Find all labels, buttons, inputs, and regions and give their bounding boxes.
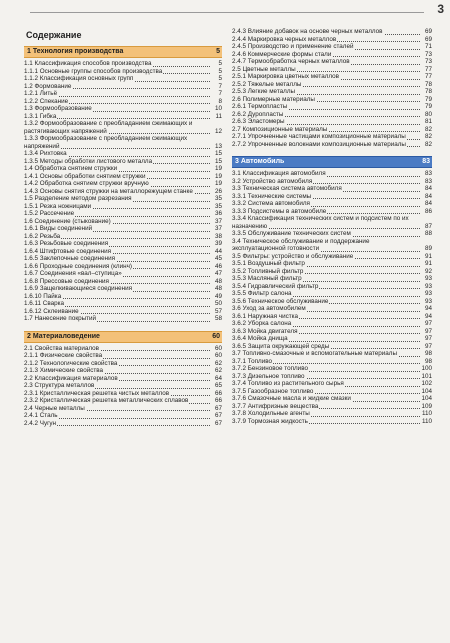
toc-entry-title: 1.6.1 Виды соединений <box>24 225 93 232</box>
toc-entry-page: 69 <box>420 36 432 44</box>
toc-entry[interactable] <box>24 135 222 150</box>
toc-entry-title: 1.6 Соединение (стыкование) <box>24 217 111 225</box>
toc-entry[interactable] <box>24 210 222 218</box>
toc-entry-page: 38 <box>210 233 222 241</box>
toc-entry-page: 19 <box>210 180 222 188</box>
toc-entry-page: 84 <box>420 185 432 193</box>
toc-entry-title: 2.7.1 Упрочненные частицами композиционные материалы <box>232 133 406 140</box>
toc-entry[interactable] <box>232 365 432 373</box>
toc-entry-page: 78 <box>420 88 432 96</box>
toc-entry-title: 2.6.2 Дуропласты <box>232 110 284 118</box>
toc-entry-title: 1.6.8 Прессовые соединения <box>24 277 109 285</box>
toc-entry[interactable] <box>232 358 432 366</box>
chapter-heading[interactable] <box>232 156 432 168</box>
toc-entry-page: 97 <box>420 335 432 343</box>
toc-entry-page: 84 <box>420 193 432 201</box>
toc-entry-title: 2.1.3 Химические свойства <box>24 367 104 374</box>
toc-entry-title: 3.3 Техническая система автомобиля <box>232 185 342 192</box>
toc-entry-title: 3.5.2 Топливный фильтр <box>232 267 304 275</box>
toc-entry-page: 79 <box>420 96 432 104</box>
toc-entry[interactable] <box>232 335 432 343</box>
toc-entry[interactable] <box>232 103 432 111</box>
toc-entry-page: 88 <box>420 230 432 238</box>
toc-entry-title: 2.5.3 Легкие металлы <box>232 88 296 95</box>
toc-entry-page: 93 <box>420 298 432 306</box>
toc-entry-page: 110 <box>421 410 432 417</box>
toc-entry-title: 3.5 Фильтры: устройство и обслуживание <box>232 252 354 260</box>
toc-entry-title: 3.7.6 Смазочные масла и жидкие смазки <box>232 395 351 402</box>
toc-entry[interactable] <box>232 320 432 328</box>
toc-entry[interactable] <box>24 240 222 248</box>
toc-entry-page: 60 <box>210 345 222 353</box>
toc-entry[interactable] <box>232 260 432 268</box>
toc-entry-title: 1.3.1 Гибка <box>24 112 57 120</box>
toc-entry-page: 46 <box>210 263 222 271</box>
toc-entry-page: 98 <box>420 358 432 366</box>
toc-entry-page: 35 <box>210 195 222 203</box>
toc-entry-title: 1.6.7 Соединения «вал–ступица» <box>24 270 122 277</box>
toc-entry[interactable] <box>232 298 432 306</box>
toc-entry[interactable] <box>232 275 432 283</box>
toc-title: Содержание <box>26 30 82 40</box>
toc-entry-page: 79 <box>420 103 432 111</box>
toc-entry-title: 3.5.3 Масляный фильтр <box>232 275 302 282</box>
toc-entry-page: 5 <box>210 75 222 83</box>
toc-entry-title: 3.4 Техническое обслуживание и поддержание эксплуатационной готовности <box>232 237 370 252</box>
toc-entry-page: 35 <box>210 203 222 211</box>
toc-entry[interactable] <box>24 270 222 278</box>
toc-entry-page: 91 <box>420 253 432 261</box>
toc-entry[interactable] <box>24 308 222 316</box>
toc-entry-title: 3.5.6 Техническое обслуживание <box>232 297 329 305</box>
toc-entry[interactable] <box>24 412 222 420</box>
toc-entry[interactable] <box>232 290 432 298</box>
toc-entry[interactable] <box>24 98 222 106</box>
toc-entry-page: 73 <box>420 58 432 66</box>
toc-entry-title: 1.6.11 Сварка <box>24 300 65 307</box>
toc-entry[interactable] <box>232 418 432 426</box>
toc-entry-title: 1.6.10 Пайка <box>24 292 62 300</box>
toc-entry-title: 2.4.7 Термообработка черных металлов <box>232 58 350 65</box>
toc-entry[interactable] <box>24 195 222 203</box>
toc-entry[interactable] <box>24 60 222 68</box>
toc-entry[interactable] <box>24 405 222 413</box>
toc-entry[interactable] <box>24 300 222 308</box>
toc-entry-title: 2.6.3 Эластомеры <box>232 118 285 125</box>
toc-entry-page: 37 <box>210 218 222 226</box>
toc-entry-title: 1.5.2 Рассечение <box>24 210 75 217</box>
toc-entry-page: 82 <box>420 141 432 149</box>
toc-left-list <box>24 46 222 427</box>
toc-entry-page: 97 <box>420 320 432 328</box>
toc-entry[interactable] <box>24 345 222 353</box>
toc-entry-page: 82 <box>420 126 432 134</box>
toc-entry[interactable] <box>24 113 222 121</box>
toc-entry-page: 67 <box>210 412 222 420</box>
toc-entry-page: 11 <box>210 113 222 121</box>
toc-entry[interactable] <box>24 68 222 76</box>
toc-entry[interactable] <box>24 120 222 135</box>
toc-entry-page: 69 <box>420 28 432 36</box>
toc-entry-title: 1.3.3 Формообразование с преобладанием сжимающих напряжений <box>24 135 188 150</box>
toc-entry[interactable] <box>232 283 432 291</box>
toc-entry-title: 2.4.6 Коммерческие формы стали <box>232 50 332 58</box>
toc-entry[interactable] <box>232 215 432 230</box>
toc-entry-page: 66 <box>210 390 222 398</box>
toc-entry-title: 2.4.2 Чугун <box>24 419 57 427</box>
toc-entry-title: 3.7 Топливно-смазочные и вспомогательные материалы <box>232 350 398 357</box>
toc-entry[interactable] <box>24 165 222 173</box>
toc-entry-title: 3.7.1 Топливо <box>232 357 272 365</box>
chapter-page: 83 <box>422 158 430 165</box>
toc-entry[interactable] <box>24 248 222 256</box>
toc-entry[interactable] <box>232 118 432 126</box>
toc-entry-title: 1.4.1 Основы обработки снятием стружки <box>24 172 146 180</box>
toc-entry-page: 19 <box>210 165 222 173</box>
toc-entry[interactable] <box>232 36 432 44</box>
toc-entry-title: 2.1 Свойства материалов <box>24 344 100 352</box>
toc-entry[interactable] <box>24 352 222 360</box>
toc-entry-page: 7 <box>210 90 222 98</box>
toc-entry-title: 3.7.8 Холодильные агенты <box>232 410 310 417</box>
toc-entry-page: 7 <box>210 83 222 91</box>
toc-entry[interactable] <box>24 255 222 263</box>
toc-entry-page: 94 <box>420 305 432 313</box>
toc-entry-page: 82 <box>420 133 432 141</box>
toc-entry[interactable] <box>232 230 432 238</box>
toc-entry-title: 3.3.1 Технические системы <box>232 192 312 200</box>
toc-entry-title: 3.3.2 Система автомобиля <box>232 200 310 207</box>
toc-entry-page: 77 <box>420 73 432 81</box>
toc-entry-page: 49 <box>210 293 222 301</box>
toc-entry-title: 1.2 Формование <box>24 82 72 90</box>
toc-entry-title: 3.6.5 Защита окружающей среды <box>232 342 330 350</box>
toc-entry-title: 1.4.2 Обработка снятием стружки вручную <box>24 180 149 187</box>
toc-entry[interactable] <box>24 278 222 286</box>
toc-entry[interactable] <box>24 285 222 293</box>
toc-right-column <box>232 28 432 425</box>
toc-entry[interactable] <box>232 178 432 186</box>
toc-entry-title: 2.5 Цветные металлы <box>232 65 296 73</box>
toc-entry[interactable] <box>232 141 432 149</box>
toc-entry-title: 1.6.2 Резьба <box>24 232 61 240</box>
toc-entry-page: 101 <box>421 372 432 380</box>
toc-entry-page: 15 <box>210 150 222 158</box>
toc-entry-page: 89 <box>420 245 432 253</box>
toc-entry-page: 67 <box>210 405 222 413</box>
toc-entry[interactable] <box>24 263 222 271</box>
toc-entry-title: 3.7.2 Бензиновое топливо <box>232 365 308 372</box>
toc-entry[interactable] <box>232 81 432 89</box>
toc-entry-page: 50 <box>210 300 222 308</box>
toc-entry-page: 62 <box>210 360 222 368</box>
toc-entry-page: 58 <box>210 315 222 323</box>
toc-entry-page: 91 <box>420 260 432 268</box>
toc-entry[interactable] <box>24 367 222 375</box>
toc-entry-title: 3.6.2 Уборка салона <box>232 320 292 327</box>
toc-entry[interactable] <box>232 51 432 59</box>
toc-entry-title: 2.1.1 Физические свойства <box>24 352 103 359</box>
chapter-page: 5 <box>216 48 220 55</box>
toc-entry-page: 80 <box>420 111 432 119</box>
toc-entry-title: 3.3.4 Классификация технических систем и подсистем по их назначению <box>232 215 409 230</box>
toc-entry-page: 97 <box>420 328 432 336</box>
toc-entry-title: 2.2 Классификация материалов <box>24 374 118 382</box>
toc-entry-title: 2.4.3 Влияние добавок на основе черных металлов <box>232 28 383 35</box>
toc-entry[interactable] <box>24 382 222 390</box>
toc-entry[interactable] <box>232 200 432 208</box>
toc-entry-page: 78 <box>420 81 432 89</box>
toc-entry[interactable] <box>24 105 222 113</box>
toc-entry[interactable] <box>232 88 432 96</box>
toc-entry-title: 1.3.2 Формообразование с преобладанием сжимающих и растягивающих напряжений <box>24 120 193 135</box>
toc-entry-title: 1.7 Нанесение покрытий <box>24 315 97 322</box>
toc-entry[interactable] <box>232 193 432 201</box>
toc-entry-title: 1.6.9 Защелкивающиеся соединения <box>24 285 133 292</box>
toc-entry[interactable] <box>232 343 432 351</box>
toc-entry[interactable] <box>24 375 222 383</box>
toc-entry-page: 73 <box>420 51 432 59</box>
toc-entry-page: 102 <box>421 380 432 387</box>
toc-entry-title: 1.1.1 Основные группы способов производства <box>24 67 163 75</box>
toc-entry-page: 64 <box>210 375 222 383</box>
toc-entry-title: 3.7.7 Антифризные вещества <box>232 402 319 410</box>
chapter-heading[interactable] <box>24 46 222 58</box>
toc-entry-title: 1.4 Обработка снятием стружки <box>24 165 118 172</box>
toc-entry-page: 81 <box>420 118 432 126</box>
toc-entry[interactable] <box>24 158 222 166</box>
toc-entry[interactable] <box>232 238 432 253</box>
toc-entry-page: 60 <box>210 352 222 360</box>
toc-entry-page: 12 <box>210 128 222 136</box>
toc-entry-title: 1.3.4 Рихтовка <box>24 150 67 157</box>
toc-entry[interactable] <box>24 173 222 181</box>
toc-entry-page: 83 <box>420 170 432 178</box>
toc-entry-title: 3.6.1 Наружная чистка <box>232 312 299 320</box>
toc-entry[interactable] <box>232 66 432 74</box>
toc-entry[interactable] <box>24 203 222 211</box>
toc-entry-title: 2.3 Структура металлов <box>24 382 95 389</box>
toc-entry-page: 48 <box>210 278 222 286</box>
toc-entry-title: 2.4.4 Маркировка черных металлов <box>232 35 337 43</box>
toc-entry[interactable] <box>232 133 432 141</box>
toc-entry-title: 3.3.5 Обслуживание технических систем <box>232 230 351 237</box>
toc-entry-title: 3.7.3 Дизельное топливо <box>232 372 305 380</box>
toc-entry-title: 1.4.3 Основы снятия стружки на металлорежущем станке <box>24 187 193 195</box>
toc-entry[interactable] <box>232 313 432 321</box>
toc-entry[interactable] <box>232 96 432 104</box>
toc-entry-page: 86 <box>420 208 432 216</box>
toc-entry[interactable] <box>232 373 432 381</box>
toc-entry-title: 3.7.4 Топливо из растительного сырья <box>232 380 344 387</box>
toc-entry-title: 1.5 Разделение методом разрезания <box>24 195 132 202</box>
toc-entry[interactable] <box>232 253 432 261</box>
toc-entry-page: 65 <box>210 382 222 390</box>
toc-entry-title: 1.6.3 Резьбовые соединения <box>24 240 109 247</box>
toc-entry-title: 1.1.2 Классификация основных групп <box>24 75 134 82</box>
toc-entry[interactable] <box>232 111 432 119</box>
toc-entry-title: 2.6 Полимерные материалы <box>232 95 315 103</box>
toc-entry-page: 110 <box>421 417 432 425</box>
page-number: 3 <box>437 2 444 16</box>
toc-entry-title: 2.7 Композиционные материалы <box>232 125 328 133</box>
toc-entry[interactable] <box>232 328 432 336</box>
toc-entry-page: 109 <box>421 402 432 410</box>
toc-entry-page: 39 <box>210 240 222 248</box>
toc-entry-title: 2.5.2 Тяжелые металлы <box>232 80 302 88</box>
toc-entry-page: 98 <box>420 350 432 358</box>
header-rule <box>0 0 450 22</box>
toc-entry-page: 26 <box>210 188 222 196</box>
toc-entry-title: 1.6.4 Штифтовые соединения <box>24 247 112 255</box>
toc-entry[interactable] <box>232 126 432 134</box>
toc-entry-title: 2.3.2 Кристаллическая решетка металлических сплавов <box>24 397 189 404</box>
toc-entry[interactable] <box>232 28 432 36</box>
toc-entry-page: 83 <box>420 178 432 186</box>
toc-entry-title: 3.5.4 Гидравлический фильтр <box>232 282 319 290</box>
toc-entry-title: 3.7.9 Тормозная жидкость <box>232 417 308 425</box>
toc-entry-title: 3.5.5 Фильтр салона <box>232 290 292 297</box>
toc-entry-title: 1.2.2 Спекание <box>24 97 69 105</box>
toc-entry-page: 13 <box>210 143 222 151</box>
toc-entry-page: 66 <box>210 397 222 405</box>
toc-entry[interactable] <box>24 293 222 301</box>
toc-entry-page: 93 <box>420 275 432 283</box>
toc-entry-page: 62 <box>210 367 222 375</box>
toc-entry-page: 19 <box>210 173 222 181</box>
toc-entry[interactable] <box>232 350 432 358</box>
chapter-title: 3 Автомобиль <box>235 158 285 165</box>
chapter-page: 60 <box>212 332 220 340</box>
toc-entry-page: 97 <box>420 343 432 351</box>
toc-entry-title: 3.6.4 Мойка днища <box>232 335 288 342</box>
toc-entry-page: 45 <box>210 255 222 263</box>
toc-entry-title: 3.2 Устройство автомобиля <box>232 177 313 185</box>
toc-entry-page: 104 <box>421 395 432 402</box>
section-gap <box>232 148 432 154</box>
toc-entry[interactable] <box>24 90 222 98</box>
toc-entry[interactable] <box>232 410 432 418</box>
toc-entry[interactable] <box>232 403 432 411</box>
toc-entry-title: 2.4.5 Производство и применение сталей <box>232 43 354 50</box>
toc-entry-title: 1.6.5 Заклепочные соединения <box>24 255 116 262</box>
chapter-heading[interactable] <box>24 331 222 343</box>
toc-entry-title: 2.3.1 Кристаллическая решетка чистых металлов <box>24 389 170 397</box>
toc-entry-page: 5 <box>210 68 222 76</box>
toc-entry[interactable] <box>24 233 222 241</box>
toc-entry[interactable] <box>232 208 432 216</box>
toc-entry[interactable] <box>24 180 222 188</box>
toc-entry[interactable] <box>232 170 432 178</box>
toc-entry-page: 48 <box>210 285 222 293</box>
toc-entry-page: 67 <box>210 420 222 428</box>
toc-entry-title: 2.5.1 Маркировка цветных металлов <box>232 73 340 80</box>
toc-entry-title: 2.1.2 Технологические свойства <box>24 359 118 367</box>
toc-entry-title: 1.6.12 Склеивание <box>24 307 79 315</box>
toc-entry-page: 5 <box>210 60 222 68</box>
section-gap <box>24 323 222 329</box>
toc-entry[interactable] <box>232 185 432 193</box>
toc-entry-page: 104 <box>421 387 432 395</box>
toc-entry[interactable] <box>232 388 432 396</box>
toc-entry-title: 1.1 Классификация способов производства <box>24 60 152 67</box>
toc-entry-title: 3.6.3 Мойка двигателя <box>232 327 298 335</box>
toc-entry[interactable] <box>24 420 222 428</box>
toc-right-list <box>232 28 432 425</box>
toc-entry-title: 2.4 Черные металлы <box>24 404 85 412</box>
toc-entry-page: 93 <box>420 283 432 291</box>
toc-entry-page: 57 <box>210 308 222 316</box>
toc-entry-page: 36 <box>210 210 222 218</box>
toc-entry-page: 15 <box>210 158 222 166</box>
chapter-title: 2 Материаловедение <box>27 332 100 340</box>
toc-entry-title: 1.3 Формообразование <box>24 105 92 112</box>
toc-entry-page: 93 <box>420 290 432 298</box>
toc-entry[interactable] <box>232 73 432 81</box>
toc-entry-title: 1.3.5 Методы обработки листового металла <box>24 157 153 165</box>
toc-entry-page: 8 <box>210 98 222 106</box>
toc-entry-title: 2.6.1 Термопласты <box>232 103 288 110</box>
toc-entry-page: 71 <box>420 43 432 51</box>
toc-left-column <box>24 30 222 427</box>
toc-entry[interactable] <box>232 43 432 51</box>
toc-entry-title: 3.6 Уход за автомобилем <box>232 305 306 312</box>
toc-entry[interactable] <box>24 390 222 398</box>
toc-entry-title: 3.3.3 Подсистемы в автомобиле <box>232 207 327 215</box>
toc-entry-title: 3.1 Классификация автомобиля <box>232 170 326 177</box>
toc-entry[interactable] <box>24 360 222 368</box>
toc-entry[interactable] <box>232 268 432 276</box>
toc-entry[interactable] <box>24 83 222 91</box>
toc-entry[interactable] <box>24 315 222 323</box>
toc-entry-title: 2.4.1 Сталь <box>24 412 58 419</box>
toc-entry-title: 3.5.1 Воздушный фильтр <box>232 260 305 267</box>
toc-entry[interactable] <box>24 188 222 196</box>
toc-entry-page: 94 <box>420 313 432 321</box>
toc-entry[interactable] <box>232 380 432 388</box>
toc-entry-title: 2.7.2 Упрочненные волокнами композиционные материалы <box>232 140 406 148</box>
toc-entry[interactable] <box>232 395 432 403</box>
header-line <box>30 12 424 13</box>
chapter-title: 1 Технология производства <box>27 48 124 55</box>
toc-entry[interactable] <box>24 225 222 233</box>
toc-entry-page: 100 <box>421 365 432 372</box>
toc-entry-page: 37 <box>210 225 222 233</box>
toc-entry-title: 3.7.5 Газообразное топливо <box>232 387 314 395</box>
toc-entry-page: 44 <box>210 248 222 256</box>
toc-entry-title: 1.2.1 Литьё <box>24 90 58 97</box>
toc-entry-page: 10 <box>210 105 222 113</box>
toc-entry-page: 92 <box>420 268 432 276</box>
toc-entry-page: 87 <box>420 223 432 231</box>
toc-entry[interactable] <box>24 75 222 83</box>
toc-entry-title: 1.6.6 Проходные соединения (клинч) <box>24 262 132 270</box>
toc-entry-title: 1.5.1 Резка ножницами <box>24 202 92 210</box>
toc-entry[interactable] <box>24 218 222 226</box>
toc-entry-page: 77 <box>420 66 432 74</box>
toc-entry[interactable] <box>24 150 222 158</box>
toc-entry[interactable] <box>232 58 432 66</box>
toc-entry[interactable] <box>24 397 222 405</box>
toc-entry-page: 47 <box>210 270 222 278</box>
toc-entry[interactable] <box>232 305 432 313</box>
toc-entry-page: 84 <box>420 200 432 208</box>
